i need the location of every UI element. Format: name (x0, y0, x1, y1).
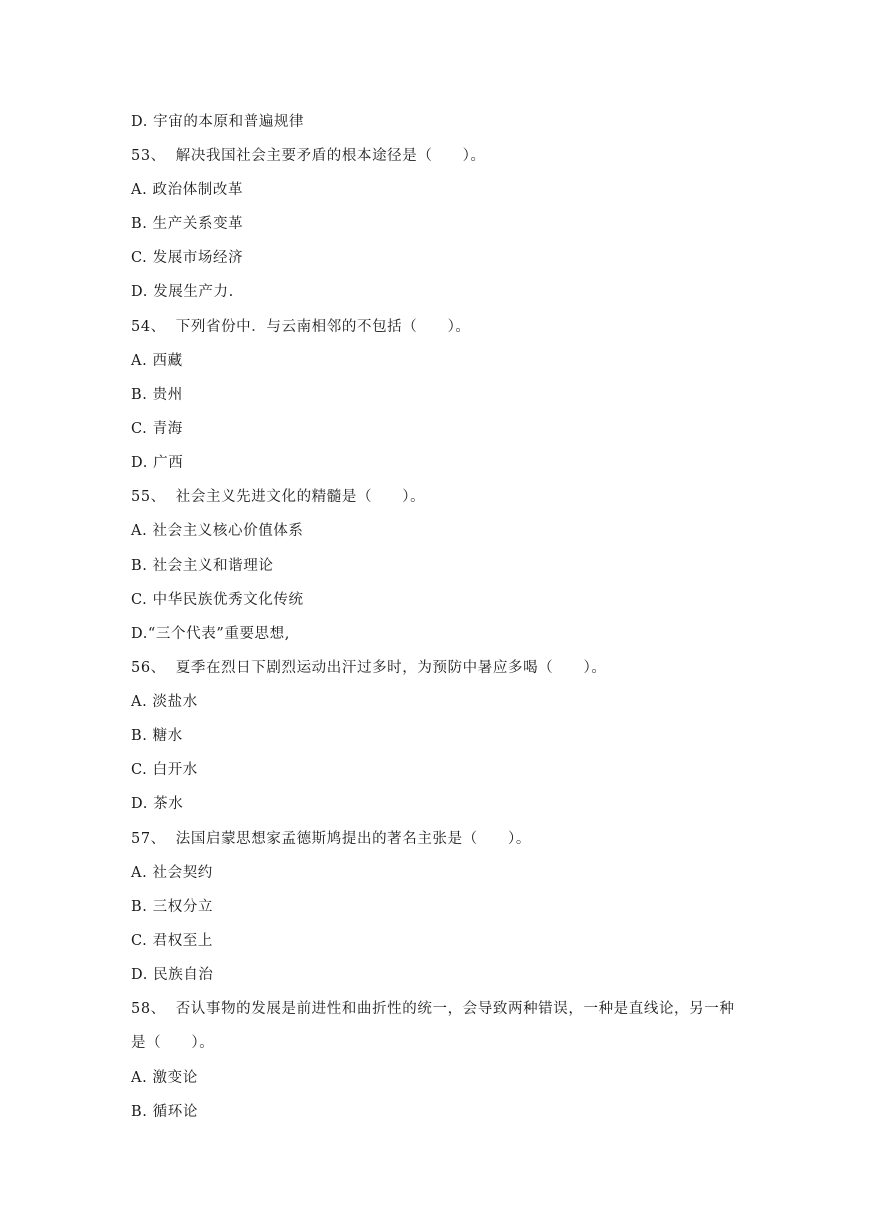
option-a-56: A. 淡盐水 (131, 694, 198, 710)
option-d-54: D. 广西 (131, 455, 184, 471)
question-58 (131, 999, 734, 1019)
option-d-52: D. 宇宙的本原和普遍规律 (131, 114, 305, 130)
question-number: 58、 (131, 1001, 166, 1017)
option-c-56: C. 白开水 (131, 762, 198, 778)
question-text: 夏季在烈日下剧烈运动出汗过多时，为预防中暑应多喝（ ）。 (175, 660, 607, 676)
option-b-54: B. 贵州 (131, 387, 183, 403)
option-b-58: B. 循环论 (131, 1104, 198, 1120)
option-a-53: A. 政治体制改革 (131, 182, 244, 198)
question-text: 否认事物的发展是前进性和曲折性的统一，会导致两种错误，一种是直线论，另一种 (175, 1001, 735, 1017)
option-a-55: A. 社会主义核心价值体系 (131, 523, 304, 539)
option-d-53: D. 发展生产力. (131, 284, 234, 300)
option-c-55: C. 中华民族优秀文化传统 (131, 592, 304, 608)
question-text: 法国启蒙思想家孟德斯鸠提出的著名主张是（ ）。 (175, 831, 531, 847)
question-number: 56、 (131, 660, 166, 676)
question-text: 下列省份中．与云南相邻的不包括（ ）。 (175, 319, 471, 335)
question-57 (131, 829, 531, 849)
question-53 (131, 146, 486, 166)
question-55 (131, 487, 425, 507)
option-a-57: A. 社会契约 (131, 865, 213, 881)
question-number: 57、 (131, 831, 166, 847)
option-b-55: B. 社会主义和谐理论 (131, 558, 274, 574)
question-number: 55、 (131, 489, 166, 505)
option-c-54: C. 青海 (131, 421, 183, 437)
question-text: 解决我国社会主要矛盾的根本途径是（ ）。 (175, 148, 486, 164)
question-number: 53、 (131, 148, 166, 164)
option-d-55: D.“三个代表”重要思想, (131, 626, 290, 642)
option-c-53: C. 发展市场经济 (131, 250, 244, 266)
question-56 (131, 658, 606, 678)
option-d-57: D. 民族自治 (131, 967, 214, 983)
option-b-53: B. 生产关系变革 (131, 216, 244, 232)
option-d-56: D. 茶水 (131, 796, 184, 812)
option-c-57: C. 君权至上 (131, 933, 213, 949)
question-54 (131, 317, 471, 337)
question-number: 54、 (131, 319, 166, 335)
option-a-54: A. 西藏 (131, 353, 183, 369)
option-a-58: A. 激变论 (131, 1070, 198, 1086)
option-b-57: B. 三权分立 (131, 899, 214, 915)
question-58-continued: 是（ ）。 (131, 1035, 215, 1051)
question-text: 社会主义先进文化的精髓是（ ）。 (175, 489, 426, 505)
option-b-56: B. 糖水 (131, 728, 183, 744)
